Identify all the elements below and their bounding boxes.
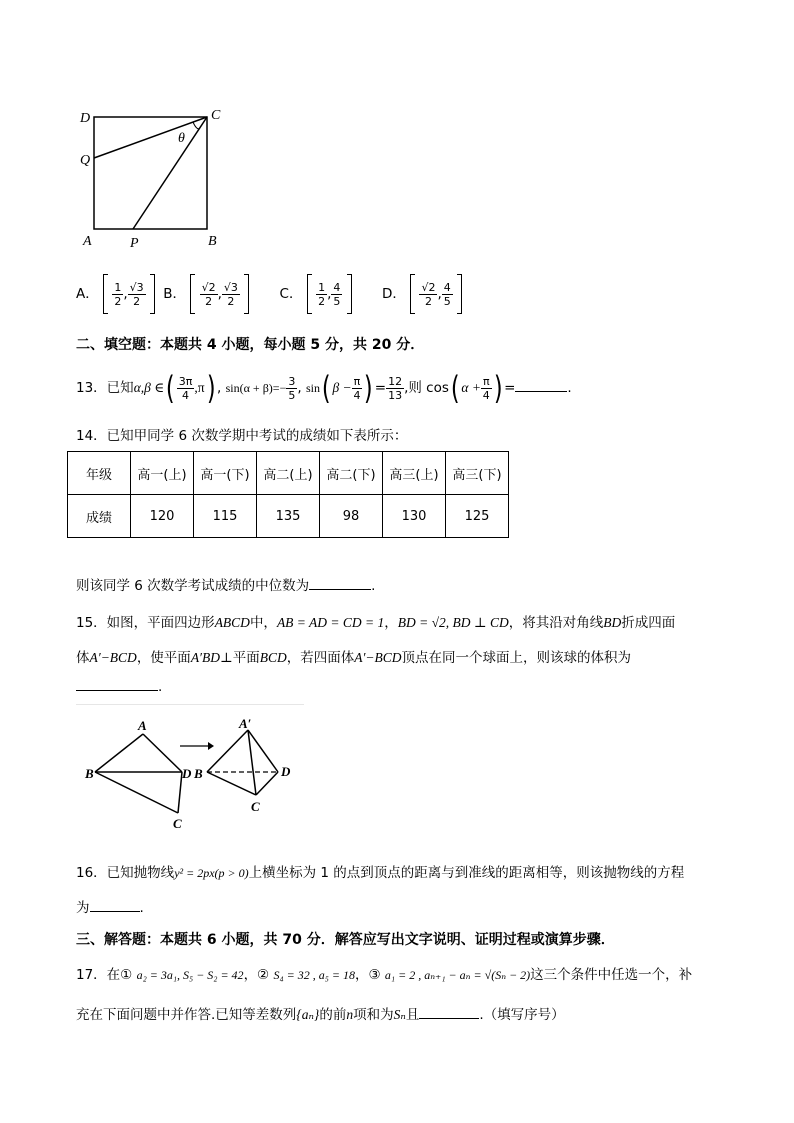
frac-d1: $\frac{√2}{2}$ <box>421 280 436 308</box>
figure-divider <box>76 704 304 705</box>
q17-text: 项和为 <box>353 1007 394 1023</box>
q15-answer-blank[interactable] <box>76 690 158 691</box>
edge-ab <box>95 734 143 772</box>
table-cell: 135 <box>257 495 320 538</box>
figure-fold <box>80 712 310 834</box>
paren-close: ) <box>364 369 373 407</box>
q15-text: 体 <box>76 650 90 666</box>
option-a[interactable]: A． $\frac{1}{2}$ , $\frac{√3}{2}$ <box>76 286 159 302</box>
scores-table <box>67 451 509 538</box>
q13-sin-sum: sin(α + β)=− <box>225 381 287 395</box>
q16-text: 上横坐标为 1 的点到顶点的距离与到准线的距离相等，则该抛物线的方程 <box>248 865 685 881</box>
q13-range-frac: $\frac{3\pi}{4}$ <box>178 374 193 402</box>
right-label-b: B <box>194 766 203 781</box>
frac-a1: $\frac{1}{2}$ <box>114 280 122 308</box>
edge-a-b <box>207 730 248 772</box>
q17-line2 <box>76 1003 565 1023</box>
edge-bc <box>95 772 178 813</box>
frac-b2: $\frac{√3}{2}$ <box>223 280 238 308</box>
q13-range-tail: ,π <box>194 380 205 395</box>
table-header-cell: 高二(下) <box>320 452 383 495</box>
q14-question <box>76 574 375 594</box>
table-header-cell: 高二(上) <box>257 452 320 495</box>
q15-end: . <box>158 679 163 695</box>
q15-text: 折成四面 <box>621 615 676 631</box>
frac-c2: $\frac{4}{5}$ <box>333 280 341 308</box>
frac-d2: $\frac{4}{5}$ <box>443 280 451 308</box>
q17-condition-3[interactable]: a₁ = 2 , aₙ₊₁ − aₙ = √(Sₙ − 2) <box>384 968 531 982</box>
table-header-cell: 高三(上) <box>383 452 446 495</box>
bracket-right <box>457 274 462 314</box>
table-header-cell: 高一(下) <box>194 452 257 495</box>
label-d: D <box>80 111 91 126</box>
q17-answer-blank[interactable] <box>419 1018 479 1019</box>
q14-prefix: 14．已知甲同学 6 次数学期中考试的成绩如下表所示： <box>76 428 408 444</box>
q13-end: . <box>567 380 572 396</box>
q15-text: ， <box>384 615 398 631</box>
q13-eq: = <box>374 380 387 396</box>
q17-line1 <box>76 963 692 983</box>
paren-close: ) <box>206 369 216 407</box>
q17-text: ，③ <box>355 967 381 983</box>
frac-a2: $\frac{√3}{2}$ <box>129 280 144 308</box>
q15-text: 顶点在同一个球面上，则该球的体积为 <box>401 650 632 666</box>
q15-line1 <box>76 611 675 631</box>
table-row <box>68 452 509 495</box>
table-cell: 125 <box>446 495 509 538</box>
q17-text: 充在下面问题中并作答.已知等差数列 <box>76 1007 297 1023</box>
section-2-heading: 二、填空题：本题共 4 小题，每小题 5 分，共 20 分． <box>76 337 425 353</box>
paren-close: ) <box>493 369 503 407</box>
q15-text: ，使平面 <box>136 650 191 666</box>
q16-equation: y² = 2px(p > 0) <box>174 866 249 880</box>
q15-perp: ⊥ <box>220 650 233 665</box>
q17-text: ，② <box>243 967 270 983</box>
q13-sin-frac: $\frac{3}{5}$ <box>288 374 296 402</box>
label-p: P <box>130 236 139 251</box>
q15-text: 平面 <box>232 650 260 666</box>
q17-n: n <box>346 1007 354 1022</box>
question-13: 13．已知α,β ∈( $\frac{3\pi}{4}$ ,π) , sin(α + β)=− $\frac{3}{5}$ , sin( β − $\frac{\pi}{4}$ ) = $\frac{12}{13}$ ,则 cos( α + $\frac{\pi}{4}$ ) = . <box>76 369 572 407</box>
q17-text: 的前 <box>319 1007 347 1023</box>
q17-text: .（填写序号） <box>479 1007 565 1023</box>
segment-pc <box>133 117 207 229</box>
frac-b1: $\frac{√2}{2}$ <box>201 280 216 308</box>
label-a: A <box>83 234 92 249</box>
q16-end: . <box>139 900 144 916</box>
q15-abcd: ABCD <box>214 615 250 630</box>
table-row <box>68 495 509 538</box>
section-3-heading: 三、解答题：本题共 6 小题，共 70 分．解答应写出文字说明、证明过程或演算步骤． <box>76 932 615 948</box>
q15-text: 15．如图，平面四边形 <box>76 615 215 631</box>
q15-eq1: AB = AD = CD = 1 <box>276 615 385 630</box>
q17-text: 且 <box>405 1007 420 1023</box>
q15-bd: BD <box>603 615 622 630</box>
q16-text: 16．已知抛物线 <box>76 865 175 881</box>
q13-beta: β − <box>332 380 352 395</box>
edge-d-c <box>256 772 278 795</box>
q13-pi2-frac: $\frac{\pi}{4}$ <box>482 374 490 402</box>
right-label-d: D <box>281 764 291 779</box>
bracket-left <box>103 274 108 314</box>
segment-qc <box>94 117 207 158</box>
q13-sin2: sin <box>305 381 320 395</box>
table-cell: 120 <box>131 495 194 538</box>
option-d[interactable]: D． $\frac{√2}{2}$ , $\frac{4}{5}$ <box>382 286 462 302</box>
q15-tet2: A′−BCD <box>354 650 402 665</box>
q13-answer-blank[interactable] <box>515 391 567 392</box>
q15-text: ，若四面体 <box>286 650 355 666</box>
square-outline <box>94 117 207 229</box>
q14-end: . <box>371 578 376 594</box>
edge-b-c <box>207 772 256 795</box>
paren-open: ( <box>166 369 175 407</box>
option-c[interactable]: C． $\frac{1}{2}$ , $\frac{4}{5}$ <box>280 286 356 302</box>
left-label-d: D <box>182 766 192 781</box>
bracket-left <box>410 274 415 314</box>
table-header-cell: 高一(上) <box>131 452 194 495</box>
q16-answer-blank[interactable] <box>90 911 140 912</box>
bracket-left <box>190 274 195 314</box>
q13-value-frac: $\frac{12}{13}$ <box>388 374 403 402</box>
q16-line1 <box>76 861 684 881</box>
angle-arc <box>193 122 199 129</box>
right-label-c: C <box>251 799 260 814</box>
q17-sequence: {aₙ} <box>296 1007 320 1022</box>
q13-tail: = <box>504 380 516 396</box>
options-row <box>76 272 462 316</box>
left-label-c: C <box>173 816 182 831</box>
q15-plane1: A′BD <box>190 650 221 665</box>
q13-then: ,则 cos <box>404 380 449 396</box>
q13-prefix: 13．已知 <box>76 380 134 396</box>
q15-line2 <box>76 646 631 666</box>
q17-condition-2[interactable]: S₄ = 32 , a₅ = 18 <box>273 968 356 982</box>
q16-line2 <box>76 896 144 916</box>
option-a-label: A． <box>76 286 99 302</box>
arrow-head-icon <box>208 742 214 750</box>
table-header-cell: 年级 <box>68 452 131 495</box>
table-header-cell: 高三(下) <box>446 452 509 495</box>
q15-tet: A′−BCD <box>89 650 137 665</box>
q13-set: α,β ∈ <box>133 380 165 395</box>
table-row-label: 成绩 <box>68 495 131 538</box>
paren-open: ( <box>450 369 460 407</box>
figure-square-theta <box>75 104 235 254</box>
table-cell: 115 <box>194 495 257 538</box>
q15-text: ，将其沿对角线 <box>508 615 604 631</box>
q13-pi-frac: $\frac{\pi}{4}$ <box>353 374 361 402</box>
paren-open: ( <box>321 369 331 407</box>
q14-answer-blank[interactable] <box>309 589 371 590</box>
option-c-label: C． <box>279 286 303 302</box>
bracket-right <box>150 274 155 314</box>
left-label-a: A <box>138 718 147 733</box>
bracket-right <box>244 274 249 314</box>
right-label-a: A′ <box>239 716 252 731</box>
table-cell: 130 <box>383 495 446 538</box>
label-b: B <box>208 234 217 249</box>
label-c: C <box>211 108 221 123</box>
edge-ad <box>143 734 182 772</box>
q17-text: 17．在① <box>76 967 133 983</box>
q14-question-text: 则该同学 6 次数学考试成绩的中位数为 <box>76 578 310 594</box>
q15-eq2: BD = √2, BD ⊥ CD <box>397 615 509 630</box>
bracket-right <box>347 274 352 314</box>
q17-sn: Sₙ <box>393 1007 406 1022</box>
label-q: Q <box>80 153 91 168</box>
q16-text: 为 <box>76 900 90 916</box>
q15-line3 <box>76 679 162 695</box>
option-b[interactable]: B． $\frac{√2}{2}$ , $\frac{√3}{2}$ <box>163 286 253 302</box>
bracket-left <box>307 274 312 314</box>
label-theta: θ <box>178 131 185 146</box>
option-b-label: B． <box>163 286 187 302</box>
q15-plane2: BCD <box>259 650 287 665</box>
q15-text: 中， <box>249 615 277 631</box>
q13-alpha: α + <box>461 380 481 395</box>
frac-c1: $\frac{1}{2}$ <box>318 280 326 308</box>
q17-text: 这三个条件中任选一个，补 <box>530 967 693 983</box>
left-label-b: B <box>85 766 94 781</box>
q17-condition-1[interactable]: a₂ = 3a₁, S₅ − S₂ = 42 <box>136 968 244 982</box>
table-cell: 98 <box>320 495 383 538</box>
option-d-label: D． <box>381 286 406 302</box>
